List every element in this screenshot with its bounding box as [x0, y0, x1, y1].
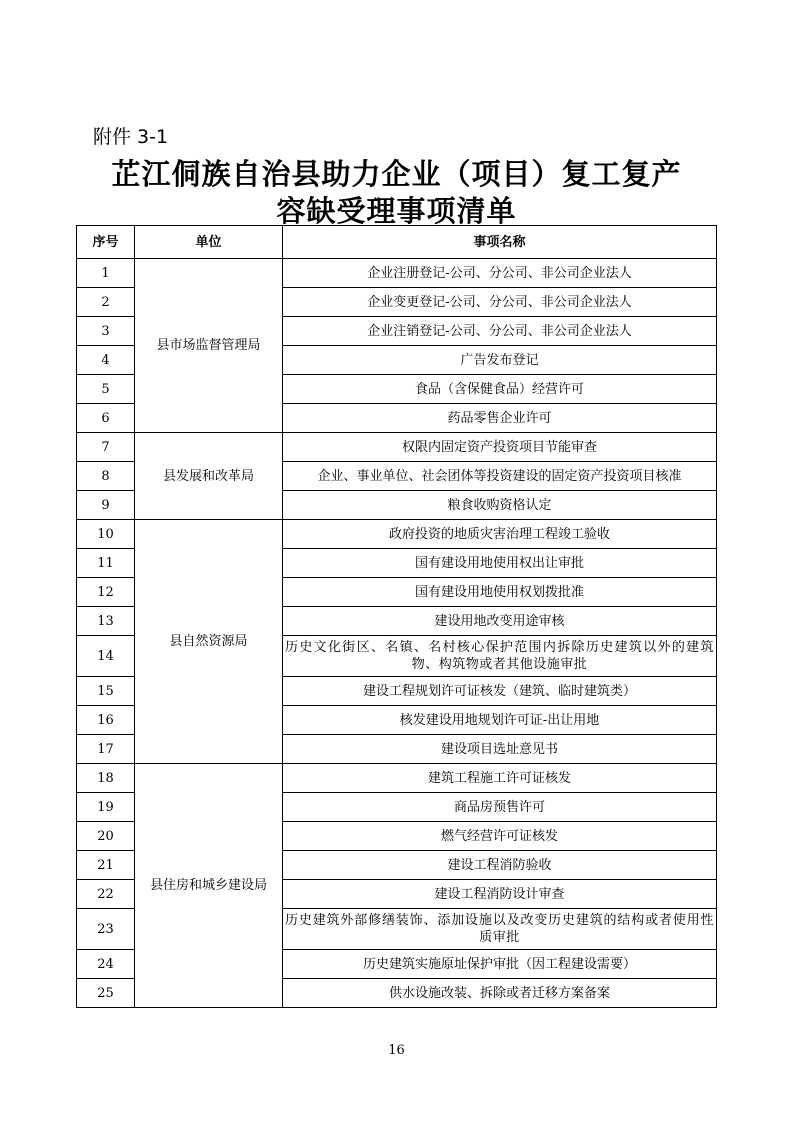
- header-item: 事项名称: [283, 226, 717, 259]
- table-row: [77, 259, 717, 288]
- item-name: 建设工程规划许可证核发（建筑、临时建筑类）: [283, 677, 717, 706]
- item-name: 药品零售企业许可: [283, 404, 717, 433]
- row-number: 15: [77, 677, 135, 706]
- row-number: 3: [77, 317, 135, 346]
- item-name: 建设工程消防设计审查: [283, 880, 717, 909]
- item-name: 历史建筑实施原址保护审批（因工程建设需要）: [283, 950, 717, 979]
- row-number: 16: [77, 706, 135, 735]
- item-name: 企业变更登记-公司、分公司、非公司企业法人: [283, 288, 717, 317]
- item-name: 粮食收购资格认定: [283, 491, 717, 520]
- table-row: [77, 520, 717, 549]
- document-title-line1: 芷江侗族自治县助力企业（项目）复工复产: [111, 157, 682, 191]
- row-number: 12: [77, 578, 135, 607]
- item-name: 权限内固定资产投资项目节能审查: [283, 433, 717, 462]
- table-row: [77, 433, 717, 462]
- row-number: 17: [77, 735, 135, 764]
- row-number: 6: [77, 404, 135, 433]
- row-number: 10: [77, 520, 135, 549]
- unit-name: 县市场监督管理局: [135, 259, 283, 433]
- row-number: 23: [77, 909, 135, 950]
- item-name: 国有建设用地使用权划拨批准: [283, 578, 717, 607]
- row-number: 4: [77, 346, 135, 375]
- header-unit: 单位: [135, 226, 283, 259]
- table-header-row: [77, 226, 717, 259]
- unit-name: 县自然资源局: [135, 520, 283, 764]
- item-name: 供水设施改装、拆除或者迁移方案备案: [283, 979, 717, 1008]
- table-row: [77, 764, 717, 793]
- attachment-label: 附件 3-1: [93, 126, 169, 148]
- item-name: 企业注册登记-公司、分公司、非公司企业法人: [283, 259, 717, 288]
- row-number: 22: [77, 880, 135, 909]
- row-number: 8: [77, 462, 135, 491]
- item-name: 历史文化街区、名镇、名村核心保护范围内拆除历史建筑以外的建筑物、构筑物或者其他设施审批: [283, 636, 717, 677]
- row-number: 18: [77, 764, 135, 793]
- unit-name: 县住房和城乡建设局: [135, 764, 283, 1008]
- row-number: 5: [77, 375, 135, 404]
- row-number: 21: [77, 851, 135, 880]
- row-number: 14: [77, 636, 135, 677]
- page-number: 16: [388, 1043, 405, 1058]
- item-name: 核发建设用地规划许可证-出让用地: [283, 706, 717, 735]
- item-name: 建设用地改变用途审核: [283, 607, 717, 636]
- row-number: 19: [77, 793, 135, 822]
- table-body: [77, 259, 717, 1008]
- row-number: 7: [77, 433, 135, 462]
- item-name: 建筑工程施工许可证核发: [283, 764, 717, 793]
- row-number: 11: [77, 549, 135, 578]
- item-name: 企业注销登记-公司、分公司、非公司企业法人: [283, 317, 717, 346]
- item-name: 国有建设用地使用权出让审批: [283, 549, 717, 578]
- row-number: 9: [77, 491, 135, 520]
- items-table: [76, 225, 717, 1008]
- item-name: 建设项目选址意见书: [283, 735, 717, 764]
- item-name: 广告发布登记: [283, 346, 717, 375]
- row-number: 13: [77, 607, 135, 636]
- item-name: 商品房预售许可: [283, 793, 717, 822]
- header-no: 序号: [77, 226, 135, 259]
- item-name: 食品（含保健食品）经营许可: [283, 375, 717, 404]
- row-number: 24: [77, 950, 135, 979]
- row-number: 20: [77, 822, 135, 851]
- item-name: 历史建筑外部修缮装饰、添加设施以及改变历史建筑的结构或者使用性质审批: [283, 909, 717, 950]
- item-name: 建设工程消防验收: [283, 851, 717, 880]
- row-number: 2: [77, 288, 135, 317]
- item-name: 企业、事业单位、社会团体等投资建设的固定资产投资项目核准: [283, 462, 717, 491]
- row-number: 1: [77, 259, 135, 288]
- item-name: 政府投资的地质灾害治理工程竣工验收: [283, 520, 717, 549]
- document-title-line2: 容缺受理事项清单: [276, 194, 517, 228]
- row-number: 25: [77, 979, 135, 1008]
- item-name: 燃气经营许可证核发: [283, 822, 717, 851]
- unit-name: 县发展和改革局: [135, 433, 283, 520]
